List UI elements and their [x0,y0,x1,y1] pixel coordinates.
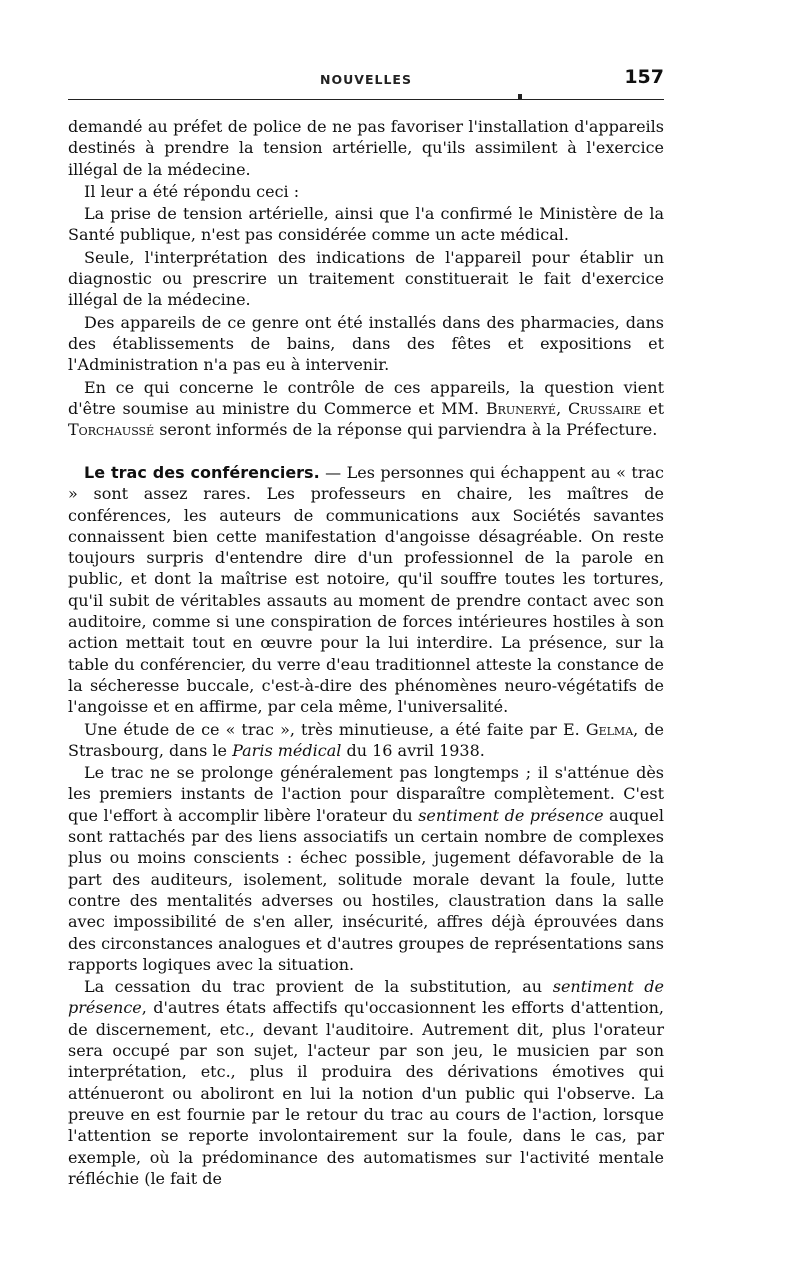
person-name: Crussaire [568,398,642,418]
person-name: Gelma [585,719,634,739]
text-run: Le trac ne se prolonge généralement pas longtemps ; il s'atténue dès les premiers instants de l'action pour disparaître complètement. C'est que l'effort à accomplir libère l'orateur du [68,763,664,825]
header-rule [68,99,664,100]
text-run: auquel sont rattachés par des liens associatifs un certain nombre de complexes plus ou moins conscients : échec possible, jugement défavorable de la part des auditeurs, isolement, solitude morale devant la foule, lutte contre des mentalités adverses ou hostiles, claustration dans la salle avec impossibilité de s'en aller, insécurité, affres déjà éprouvées dans des circonstances analogues et d'autres groupes de représentations sans rapports logiques avec la situation. [68,805,665,974]
text-run: Une étude de ce « trac », très minutieuse, a été faite par E. [84,719,586,739]
journal-title: Paris médical [232,740,342,760]
paragraph: La prise de tension artérielle, ainsi que l'a confirmé le Ministère de la Santé publique, n'est pas considérée comme un acte médical. [68,204,664,245]
paragraph [68,719,664,762]
paragraph [68,976,664,1189]
person-name: Bruneryé [485,398,557,418]
page-number: 157 [624,66,664,88]
paragraph: Des appareils de ce genre ont été installés dans des pharmacies, dans des établissements de bains, dans des fêtes et expositions et l'Administration n'a pas eu à intervenir. [68,312,664,375]
paragraph: demandé au préfet de police de ne pas favoriser l'installation d'appareils destinés à prendre la tension artérielle, qu'ils assimilent à l'exercice illégal de la médecine. [68,117,664,179]
paragraph: Il leur a été répondu ceci : [84,181,300,201]
header-rule-dot [518,94,522,99]
paragraph [68,762,664,975]
paragraph [68,462,664,718]
text-run: seront informés de la réponse qui parviendra à la Préfecture. [154,420,658,440]
text-run: , [556,398,568,418]
person-name: Torchaussé [68,420,155,440]
text-run: — Les personnes qui échappent au « trac » sont assez rares. Les professeurs en chaire, les maîtres de conférences, les auteurs de communications aux Sociétés savantes connaissent bien cette manifestation d'angoisse désagréable. On reste toujours surpris d'entendre dire d'un professionnel de la parole en public, et dont la maîtrise est notoire, qu'il souffre toutes les tortures, qu'il subit de véritables assauts au moment de prendre contact avec son auditoire, comme si une conspiration de forces intérieures hostiles à son action mettait tout en œuvre pour la lui interdire. La présence, sur la table du conférencier, du verre d'eau traditionnel atteste la constance de la sécheresse buccale, c'est-à-dire des phénomènes neuro-végétatifs de l'angoisse et en affirme, par cela même, l'universalité. [68,463,665,717]
text-run: En ce qui concerne le contrôle de ces appareils, la question vient d'être soumise au ministre du Commerce et MM. [68,377,664,418]
section-trac-conferenciers [68,462,664,1189]
text-run: , de Strasbourg, dans le [68,719,665,760]
text-run: , d'autres états affectifs qu'occasionnent les efforts d'attention, de discernement, etc., devant l'auditoire. Autrement dit, plus l'orateur sera occupé par son sujet, l'acteur par son jeu, le musicien par son interprétation, etc., plus il produira des dérivations émotives qui atténueront ou aboliront en lui la notion d'un public qui l'observe. La preuve en est fournie par le retour du trac au cours de l'action, lorsque l'attention se reporte involontairement sur la foule, dans le cas, par exemple, où la prédominance des automatismes sur l'activité mentale réfléchie (le fait de [68,998,664,1188]
emphasis: sentiment de présence [418,805,604,825]
running-title: NOUVELLES [320,72,412,87]
text-run: et [641,398,665,418]
page-header [68,66,664,94]
text-run: du 16 avril 1938. [341,740,485,760]
text-run: La cessation du trac provient de la substitution, au [84,977,553,997]
paragraph: Seule, l'interprétation des indications de l'appareil pour établir un diagnostic ou prescrire un traitement constituerait le fait d'exercice illégal de la médecine. [68,247,664,310]
paragraph [68,377,664,441]
section-tension-arterielle [68,116,664,440]
emphasis: sentiment de présence [68,977,664,1018]
section-heading: Le trac des conférenciers. [84,463,320,482]
